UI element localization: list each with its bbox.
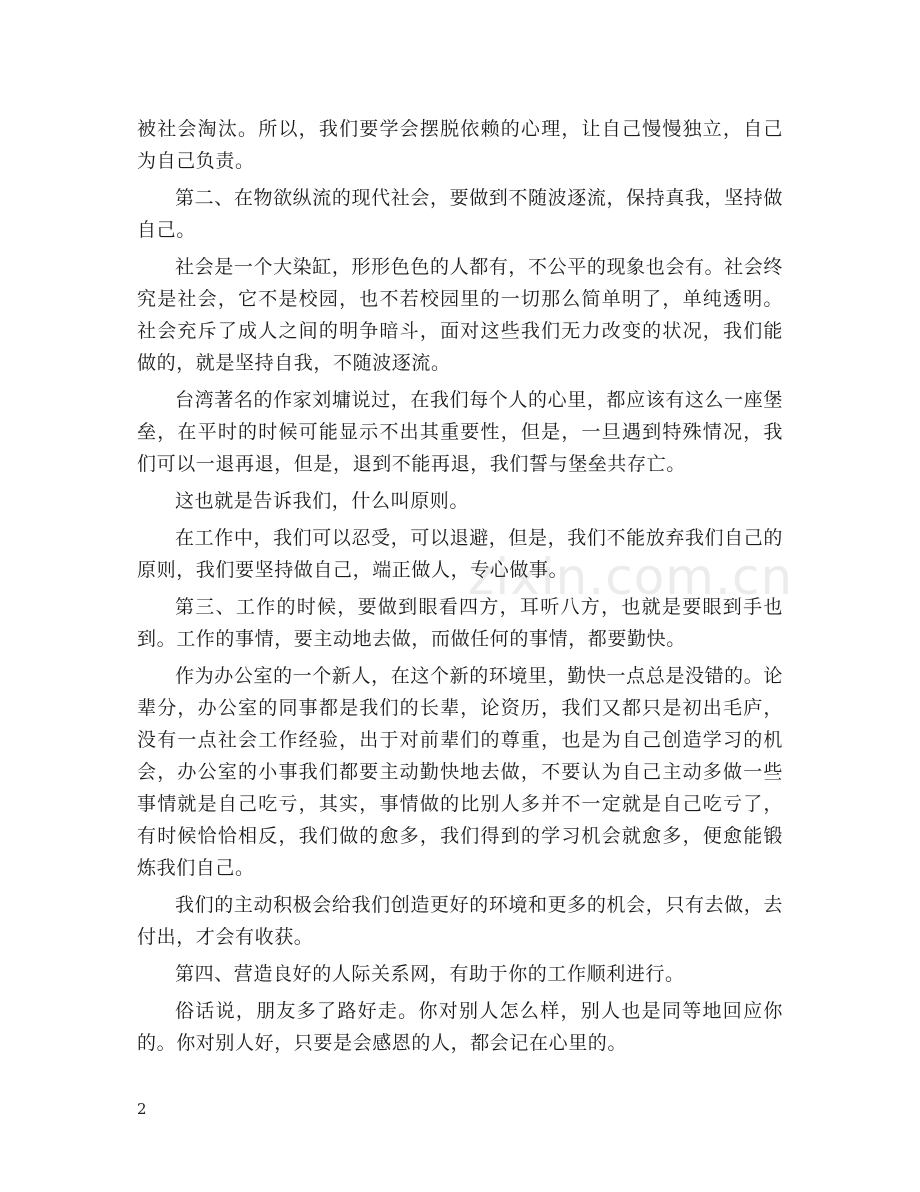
paragraph: 社会是一个大染缸，形形色色的人都有，不公平的现象也会有。社会终究是社会，它不是校园，也不若校园里的一切那么简单明了，单纯透明。社会充斥了成人之间的明争暗斗，面对这些我们无力改变的状况，我们能做的，就是坚持自我，不随波逐流。: [137, 256, 783, 374]
paragraph: 作为办公室的一个新人，在这个新的环境里，勤快一点总是没错的。论辈分，办公室的同事都是我们的长辈，论资历，我们又都只是初出毛庐，没有一点社会工作经验，出于对前辈们的尊重，也是为自己创造学习的机会，办公室的小事我们都要主动勤快地去做，不要认为自己主动多做一些事情就是自己吃亏，其实，事情做的比别人多并不一定就是自己吃亏了，有时候恰恰相反，我们做的愈多，我们得到的学习机会就愈多，便愈能锻炼我们自己。: [137, 665, 783, 879]
paragraph-section-four-heading: 第四、营造良好的人际关系网，有助于你的工作顺利进行。: [175, 963, 685, 985]
paragraph-section-two-heading: 第二、在物欲纵流的现代社会，要做到不随波逐流，保持真我，坚持做自己。: [137, 187, 783, 241]
watermark: zixin.com.cn: [468, 548, 794, 606]
paragraph-continuation: 被社会淘汰。所以，我们要学会摆脱依赖的心理，让自己慢慢独立，自己为自己负责。: [137, 118, 783, 172]
page-number: 2: [137, 1100, 147, 1118]
paragraph-section-three-heading: 第三、工作的时候，要做到眼看四方，耳听八方，也就是要眼到手也到。工作的事情，要主动地去做，而做任何的事情，都要勤快。: [137, 596, 783, 650]
paragraph: 这也就是告诉我们，什么叫原则。: [175, 490, 470, 512]
paragraph: 俗话说，朋友多了路好走。你对别人怎么样，别人也是同等地回应你的。你对别人好，只要是会感恩的人，都会记在心里的。: [137, 1000, 783, 1054]
paragraph: 我们的主动积极会给我们创造更好的环境和更多的机会，只有去做，去付出，才会有收获。: [137, 894, 783, 948]
document-body: [137, 113, 783, 1064]
paragraph: 台湾著名的作家刘墉说过，在我们每个人的心里，都应该有这么一座堡垒，在平时的时候可能显示不出其重要性，但是，一旦遇到特殊情况，我们可以一退再退，但是，退到不能再退，我们誓与堡垒共存亡。: [137, 389, 783, 475]
paragraph: 在工作中，我们可以忍受，可以退避，但是，我们不能放弃我们自己的原则，我们要坚持做自己，端正做人，专心做事。: [137, 527, 783, 581]
